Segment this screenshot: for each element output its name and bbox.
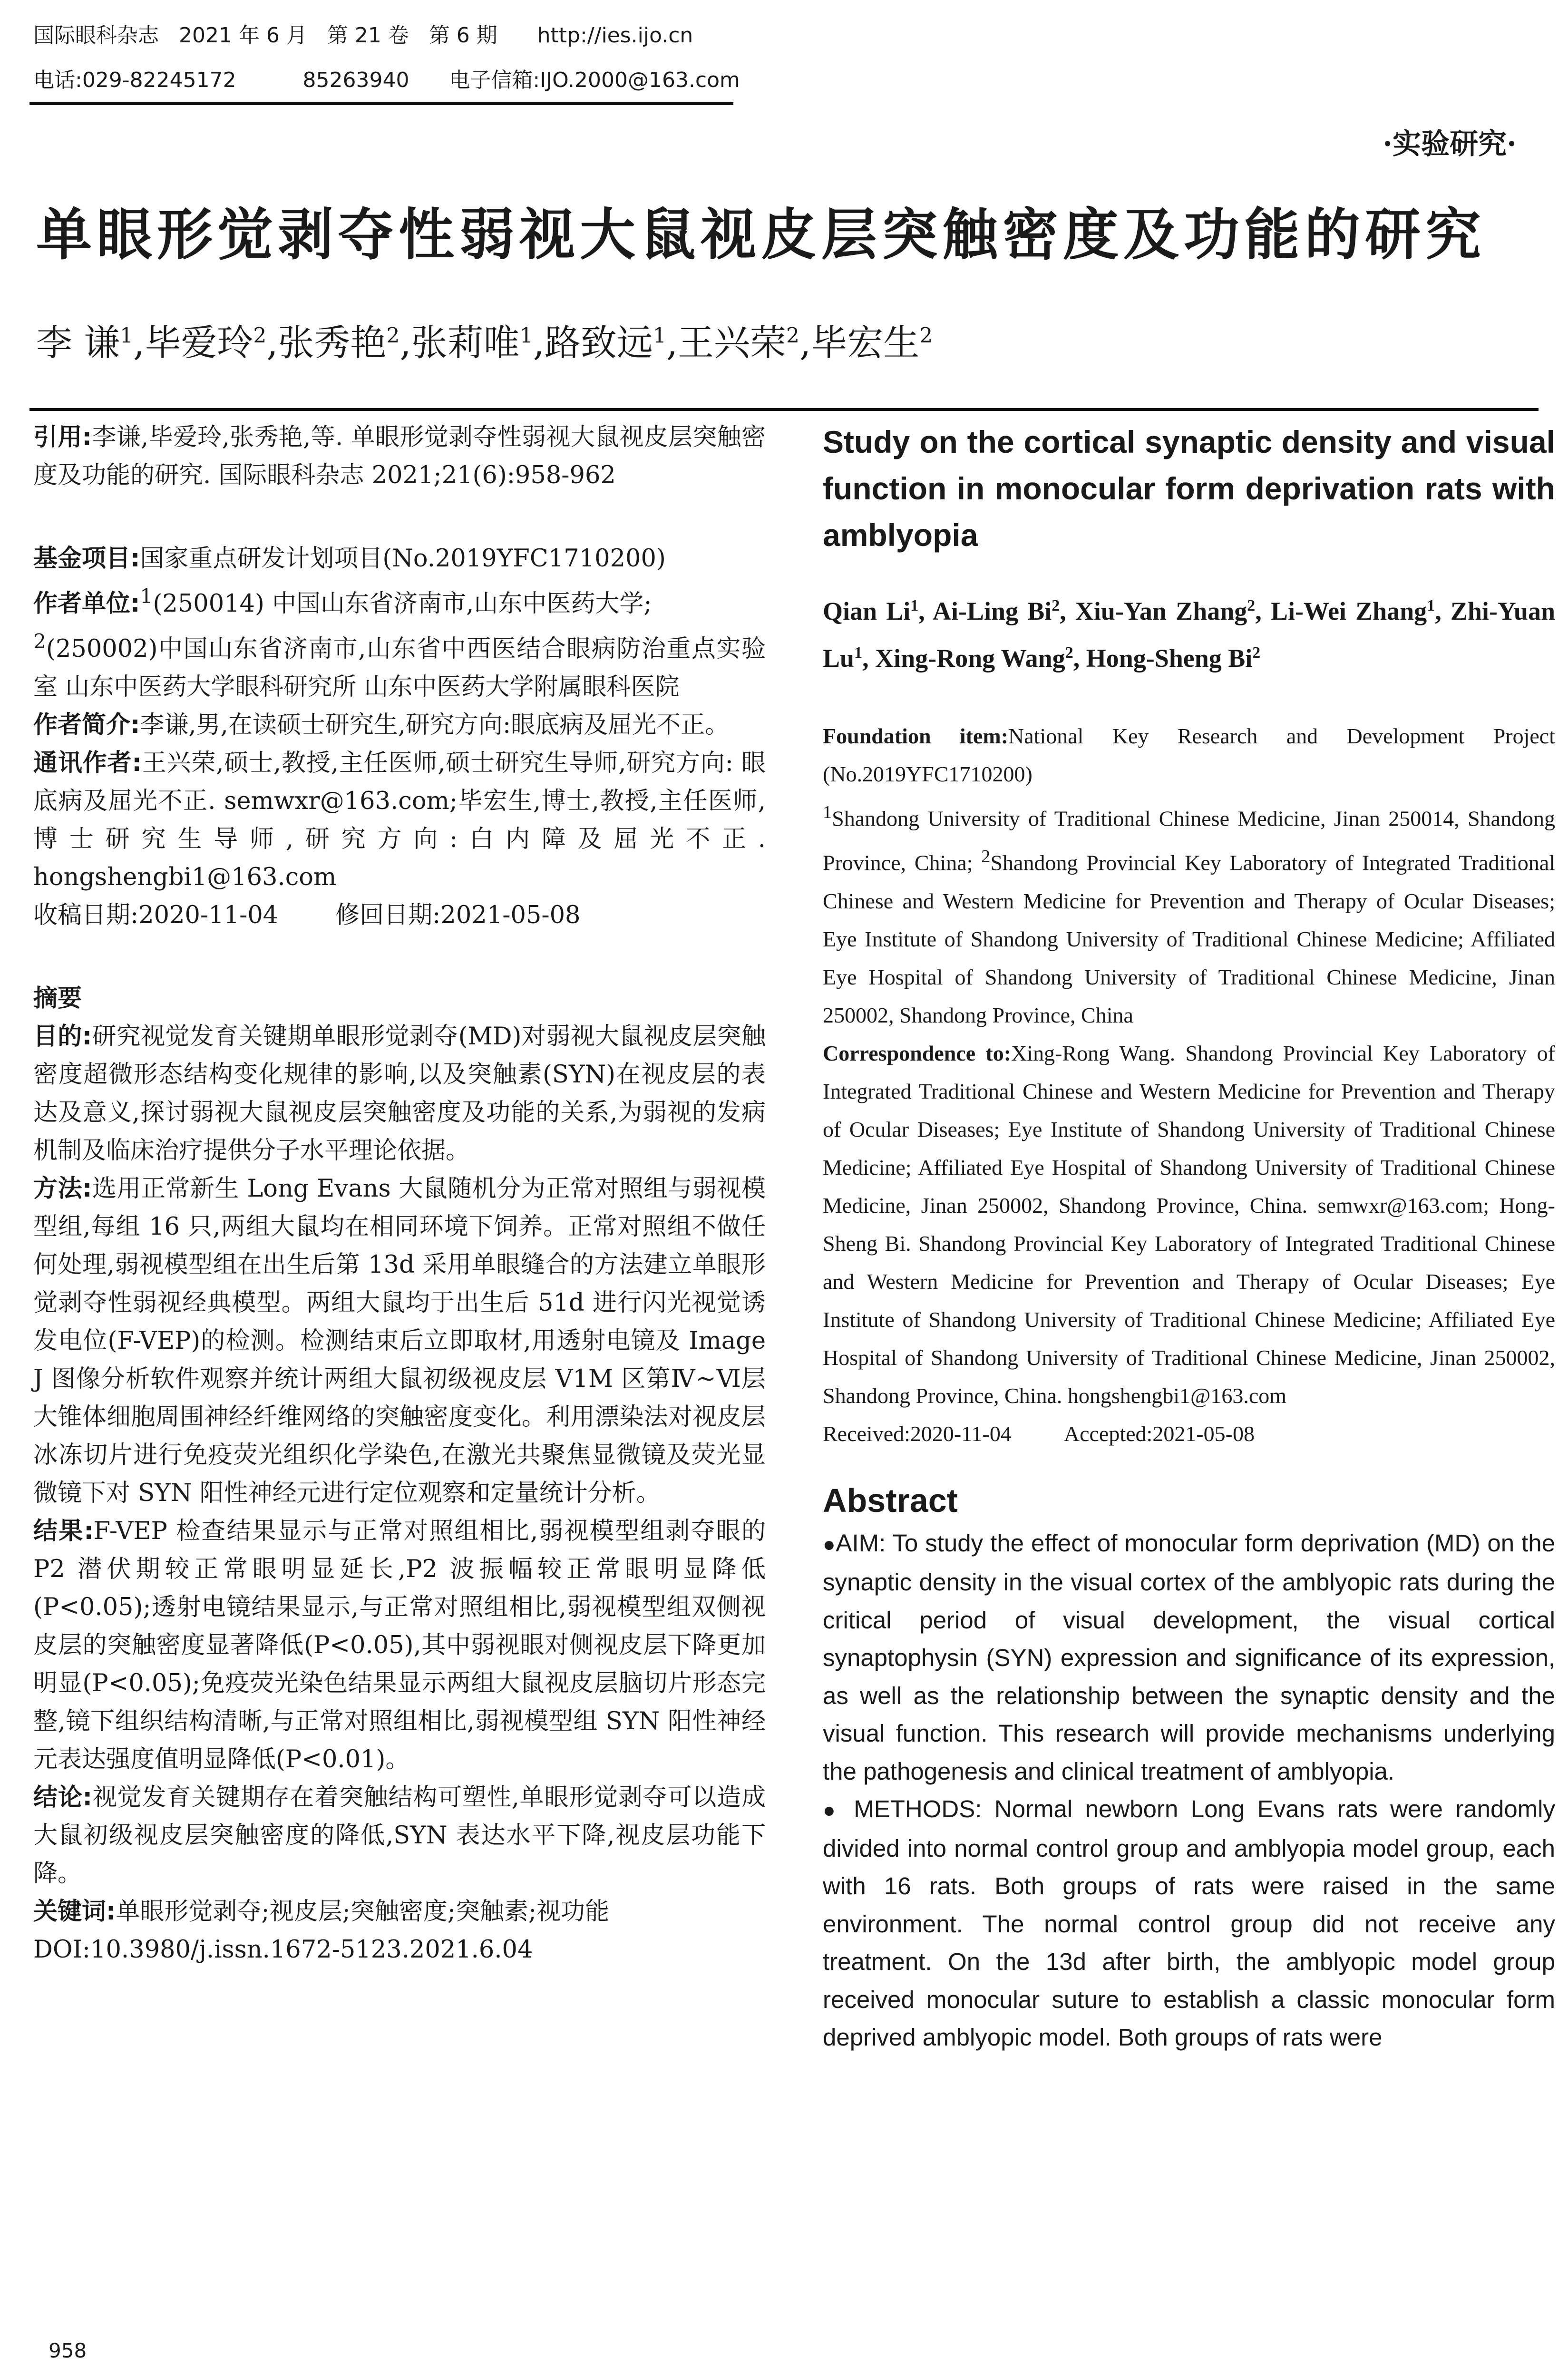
keywords-zh — [33, 1893, 766, 1931]
right-column — [823, 419, 1555, 2056]
en-accepted-date: 2021-05-08 — [1152, 1421, 1255, 1446]
author-affiliation-sup: 1 — [120, 323, 134, 348]
received-date: 2020-11-04 — [138, 901, 279, 929]
affiliation-sup-2: 2 — [33, 630, 47, 653]
conclusion-zh — [33, 1779, 766, 1893]
fund — [33, 540, 766, 578]
foundation-label: Foundation item: — [823, 724, 1009, 748]
author-name: 毕宏生 — [811, 321, 920, 364]
english-title: Study on the cortical synaptic density and visual function in monocular form deprivation rats with amblyopia — [823, 424, 1555, 553]
author-name: 路致远 — [544, 321, 653, 364]
page-number: 958 — [49, 2339, 87, 2362]
en-author-name: Hong-Sheng Bi — [1086, 644, 1253, 672]
methods-en-label: METHODS: — [854, 1795, 982, 1823]
citation-text: 李谦,毕爱玲,张秀艳,等. 单眼形觉剥夺性弱视大鼠视皮层突触密度及功能的研究. 国际眼科杂志 2021;21(6):958-962 — [33, 423, 766, 489]
author-name: 张秀艳 — [278, 321, 387, 364]
affiliation-label: 作者单位: — [33, 590, 140, 618]
en-author-affiliation-sup: 1 — [1427, 597, 1435, 614]
results-zh-label: 结果: — [33, 1517, 94, 1545]
abstract-heading-zh-text: 摘要 — [33, 984, 82, 1013]
received-label: 收稿日期: — [33, 901, 139, 929]
author-affiliation-sup: 1 — [519, 323, 533, 348]
keywords-zh-label: 关键词: — [33, 1898, 116, 1926]
citation — [33, 419, 766, 495]
abstract-heading-en: Abstract — [823, 1481, 958, 1519]
author-affiliation-sup: 2 — [253, 323, 267, 348]
en-author-affiliation-sup: 1 — [910, 597, 919, 614]
en-received-date: 2020-11-04 — [910, 1421, 1012, 1446]
en-author-name: Ai-Ling Bi — [932, 597, 1052, 625]
en-author-affiliation-sup: 2 — [1052, 597, 1060, 614]
methods-en-text: Normal newborn Long Evans rats were randomly divided into normal control group and amblyopia model group, each with 16 rats. Both groups of rats were raised in the same environment. The normal control group did not receive any treatment. On the 13d after birth, the amblyopic model group received monocular suture to establish a classic monocular form deprived amblyopic model. Both groups of rats were — [823, 1795, 1555, 2051]
results-zh-text: F-VEP 检查结果显示与正常对照组相比,弱视模型组剥夺眼的 P2 潜伏期较正常眼明显延长,P2 波振幅较正常眼明显降低(P<0.05);透射电镜结果显示,与正常对照组相比,弱视模型组双侧视皮层的突触密度显著降低(P<0.05),其中弱视眼对侧视皮层下降更加明显(P<0.05);免疫荧光染色结果显示两组大鼠视皮层脑切片形态完整,镜下组织结构清晰,与正常对照组相比,弱视模型组 SYN 阳性神经元表达强度值明显降低(P<0.01)。 — [33, 1517, 766, 1773]
author-name: 毕爱玲 — [145, 321, 253, 364]
correspondence-label: Correspondence to: — [823, 1041, 1012, 1065]
author-affiliation-sup: 1 — [653, 323, 666, 348]
abstract-heading-zh — [33, 980, 766, 1018]
author-affiliation-sup: 2 — [919, 323, 933, 348]
author-name: 李 谦 — [36, 321, 120, 364]
affiliation — [33, 578, 766, 706]
keywords-zh-text: 单眼形觉剥夺;视皮层;突触密度;突触素;视功能 — [116, 1898, 610, 1926]
en-affil-sup-1: 1 — [823, 802, 832, 822]
left-column — [33, 419, 766, 1969]
bio-text: 李谦,男,在读硕士研究生,研究方向:眼底病及屈光不正。 — [140, 711, 730, 739]
header-rule — [29, 102, 733, 105]
en-accepted-label: Accepted: — [1063, 1421, 1153, 1446]
conclusion-zh-text: 视觉发育关键期存在着突触结构可塑性,单眼形觉剥夺可以造成大鼠初级视皮层突触密度的降低,SYN 表达水平下降,视皮层功能下降。 — [33, 1783, 766, 1888]
foundation-item — [823, 717, 1555, 793]
citation-label: 引用: — [33, 423, 92, 451]
en-received-label: Received: — [823, 1421, 910, 1446]
affiliation-text-1: (250014) 中国山东省济南市,山东中医药大学; — [153, 590, 652, 618]
methods-zh — [33, 1170, 766, 1512]
revised-date: 2021-05-08 — [440, 901, 581, 929]
methods-zh-label: 方法: — [33, 1175, 92, 1203]
corresponding-author — [33, 744, 766, 896]
methods-zh-text: 选用正常新生 Long Evans 大鼠随机分为正常对照组与弱视模型组,每组 16 只,两组大鼠均在相同环境下饲养。正常对照组不做任何处理,弱视模型组在出生后第 13d 采用单眼缝合的方法建立单眼形觉剥夺性弱视经典模型。两组大鼠均于出生后 51d 进行闪光视觉诱发电位(F-VEP)的检测。检测结束后立即取材,用透射电镜及 Image J 图像分析软件观察并统计两组大鼠初级视皮层 V1M 区第Ⅳ~Ⅵ层大锥体细胞周围神经纤维网络的突触密度变化。利用漂染法对视皮层冰冻切片进行免疫荧光组织化学染色,在激光共聚焦显微镜及荧光显微镜下对 SYN 阳性神经元进行定位观察和定量统计分析。 — [33, 1175, 766, 1507]
bullet-icon: ● — [823, 1799, 841, 1822]
journal-header-line1: 国际眼科杂志 2021 年 6 月 第 21 卷 第 6 期 http://ies.ijo.cn — [33, 23, 693, 48]
en-dates — [823, 1415, 1555, 1453]
results-zh — [33, 1512, 766, 1779]
en-author-name: Qian Li — [823, 597, 911, 625]
conclusion-zh-label: 结论: — [33, 1783, 93, 1812]
correspondence-text: Xing-Rong Wang. Shandong Provincial Key Laboratory of Integrated Traditional Chinese and Western Medicine for Prevention and Therapy of Ocular Diseases; Eye Institute of Shandong University of Traditional Chinese Medicine; Affiliated Eye Hospital of Shandong University of Traditional Chinese Medicine, Jinan 250002, Shandong Province, China. semwxr@163.com; Hong-Sheng Bi. Shandong Provincial Key Laboratory of Integrated Traditional Chinese and Western Medicine for Prevention and Therapy of Ocular Diseases; Eye Institute of Shandong University of Traditional Chinese Medicine; Affiliated Eye Hospital of Shandong University of Traditional Chinese Medicine, Jinan 250002, Shandong Province, China. hongshengbi1@163.com — [823, 1041, 1556, 1408]
bullet-icon: ● — [823, 1532, 836, 1556]
article-title: 单眼形觉剥夺性弱视大鼠视皮层突触密度及功能的研究 — [36, 202, 1486, 267]
en-affil-text-2: Shandong Provincial Key Laboratory of Integrated Traditional Chinese and Western Medicine for Prevention and Therapy of Ocular Diseases; Eye Institute of Shandong University of Traditional Chinese Medicine; Affiliated Eye Hospital of Shandong University of Traditional Chinese Medicine, Jinan 250002, Shandong Province, China — [823, 850, 1555, 1027]
title-rule — [29, 408, 1539, 411]
en-author-name: Li-Wei Zhang — [1270, 597, 1427, 625]
en-author-affiliation-sup: 2 — [1247, 597, 1256, 614]
english-affiliation — [823, 793, 1555, 1034]
en-author-affiliation-sup: 2 — [1252, 644, 1261, 662]
en-author-name: Xiu-Yan Zhang — [1075, 597, 1247, 625]
author-affiliation-sup: 2 — [386, 323, 400, 348]
aim — [823, 1524, 1555, 1791]
fund-label: 基金项目: — [33, 545, 140, 573]
bio-label: 作者简介: — [33, 711, 140, 739]
author-list: 李 谦$^1$,毕爱玲$^2$,张秀艳$^2$,张莉唯$^1$,路致远$^1$,王兴荣$^2$,毕宏生$^2$ — [36, 321, 933, 364]
affiliation-sup-1: 1 — [140, 585, 153, 608]
objective — [33, 1018, 766, 1170]
en-affil-text-1: Shandong University of Traditional Chinese Medicine, Jinan 250014, Shandong Province, China; — [823, 806, 1555, 875]
journal-header-line2: 电话:029-82245172 85263940 电子信箱:IJO.2000@163.com — [33, 68, 740, 92]
fund-text: 国家重点研发计划项目(No.2019YFC1710200) — [140, 545, 666, 573]
objective-text: 研究视觉发育关键期单眼形觉剥夺(MD)对弱视大鼠视皮层突触密度超微形态结构变化规律的影响,以及突触素(SYN)在视皮层的表达及意义,探讨弱视大鼠视皮层突触密度及功能的关系,为弱视的发病机制及临床治疗提供分子水平理论依据。 — [33, 1023, 766, 1165]
author-affiliation-sup: 2 — [786, 323, 800, 348]
en-author-name: Xing-Rong Wang — [875, 644, 1065, 672]
affiliation-text-2: (250002)中国山东省济南市,山东省中西医结合眼病防治重点实验室 山东中医药大学眼科研究所 山东中医药大学附属眼科医院 — [33, 635, 766, 701]
foundation-text: National Key Research and Development Project (No.2019YFC1710200) — [823, 724, 1555, 786]
english-author-list: Qian Li$^1$, Ai-Ling Bi$^2$, Xiu-Yan Zhang$^2$, Li-Wei Zhang$^1$, Zhi-Yuan Lu$^1$, Xing-Rong Wang$^2$, Hong-Sheng Bi$^2$ — [823, 597, 1556, 672]
doi: DOI:10.3980/j.issn.1672-5123.2021.6.04 — [33, 1936, 533, 1964]
methods-en — [823, 1790, 1555, 2056]
aim-label: AIM: — [836, 1529, 886, 1557]
dates — [33, 896, 766, 935]
author-bio — [33, 706, 766, 744]
corr-text: 王兴荣,硕士,教授,主任医师,硕士研究生导师,研究方向: 眼底病及屈光不正. semwxr@163.com;毕宏生,博士,教授,主任医师,博士研究生导师,研究方向:白内障及屈光不正. hongshengbi1@163.com — [33, 749, 766, 891]
aim-text: To study the effect of monocular form deprivation (MD) on the synaptic density in the visual cortex of the amblyopic rats during the critical period of visual development, the visual cortical synaptophysin (SYN) expression and significance of its expression, as well as the relationship between the synaptic density and the visual function. This research will provide mechanisms underlying the pathogenesis and clinical treatment of amblyopia. — [823, 1529, 1556, 1785]
author-name: 张莉唯 — [411, 321, 520, 364]
en-author-affiliation-sup: 1 — [854, 644, 863, 662]
en-author-name: Zhi-Yuan Lu — [823, 597, 1556, 672]
section-label: ·实验研究· — [1383, 127, 1517, 161]
author-name: 王兴荣 — [678, 321, 787, 364]
en-affil-sup-2: 2 — [981, 847, 991, 867]
en-author-affiliation-sup: 2 — [1065, 644, 1073, 662]
objective-label: 目的: — [33, 1023, 92, 1051]
revised-label: 修回日期: — [335, 901, 441, 929]
correspondence — [823, 1034, 1555, 1415]
corr-label: 通讯作者: — [33, 749, 142, 777]
